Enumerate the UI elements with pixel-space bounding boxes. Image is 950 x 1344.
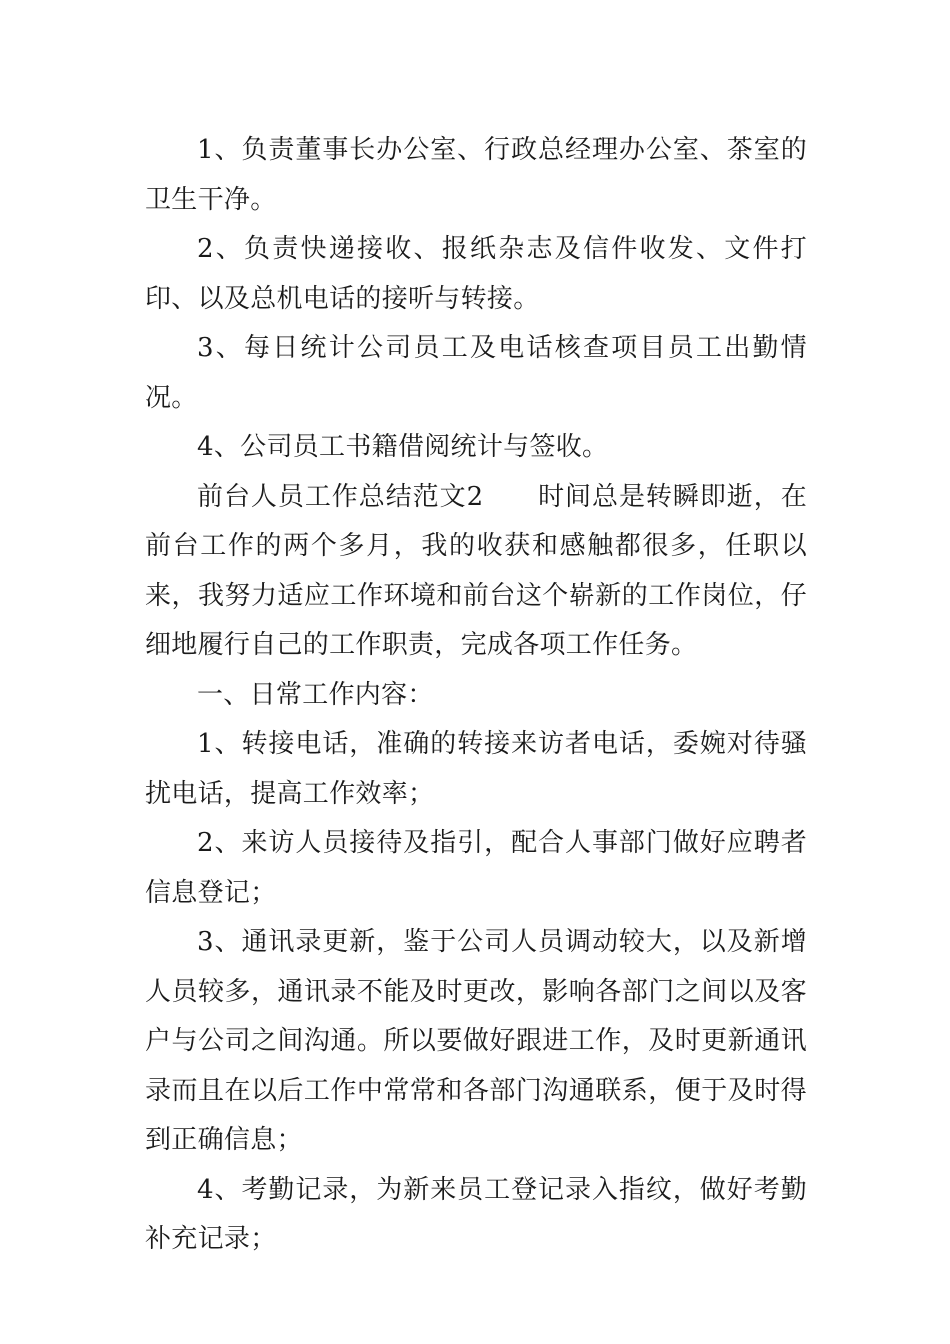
document-body <box>145 126 807 1265</box>
duty-paragraph-3: 3、每日统计公司员工及电话核查项目员工出勤情况。 <box>145 333 807 413</box>
duty-paragraph-4: 4、公司员工书籍借阅统计与签收。 <box>197 432 609 462</box>
section-heading: 一、日常工作内容： <box>197 679 434 710</box>
work-item-3: 3、通讯录更新，鉴于公司人员调动较大，以及新增人员较多，通讯录不能及时更改，影响各部门之间以及客户与公司之间沟通。所以要做好跟进工作，及时更新通讯录而且在以后工作中常常和各部门沟通联系，便于及时得到正确信息； <box>145 927 807 1155</box>
work-item-2: 2、来访人员接待及指引，配合人事部门做好应聘者信息登记； <box>145 828 807 908</box>
sample-2-paragraph <box>145 473 807 671</box>
work-item-1: 1、转接电话，准确的转接来访者电话，委婉对待骚扰电话，提高工作效率； <box>145 729 807 809</box>
work-item-4: 4、考勤记录，为新来员工登记录入指纹，做好考勤补充记录； <box>145 1174 807 1254</box>
duty-paragraph-1: 1、负责董事长办公室、行政总经理办公室、茶室的卫生干净。 <box>145 135 807 215</box>
sample-2-body: 时间总是转瞬即逝，在前台工作的两个多月，我的收获和感触都很多，任职以来，我努力适应工作环境和前台这个崭新的工作岗位，仔细地履行自己的工作职责，完成各项工作任务。 <box>145 481 807 660</box>
duty-paragraph-2: 2、负责快递接收、报纸杂志及信件收发、文件打印、以及总机电话的接听与转接。 <box>145 234 807 314</box>
sample-2-title: 前台人员工作总结范文2 <box>197 481 484 512</box>
